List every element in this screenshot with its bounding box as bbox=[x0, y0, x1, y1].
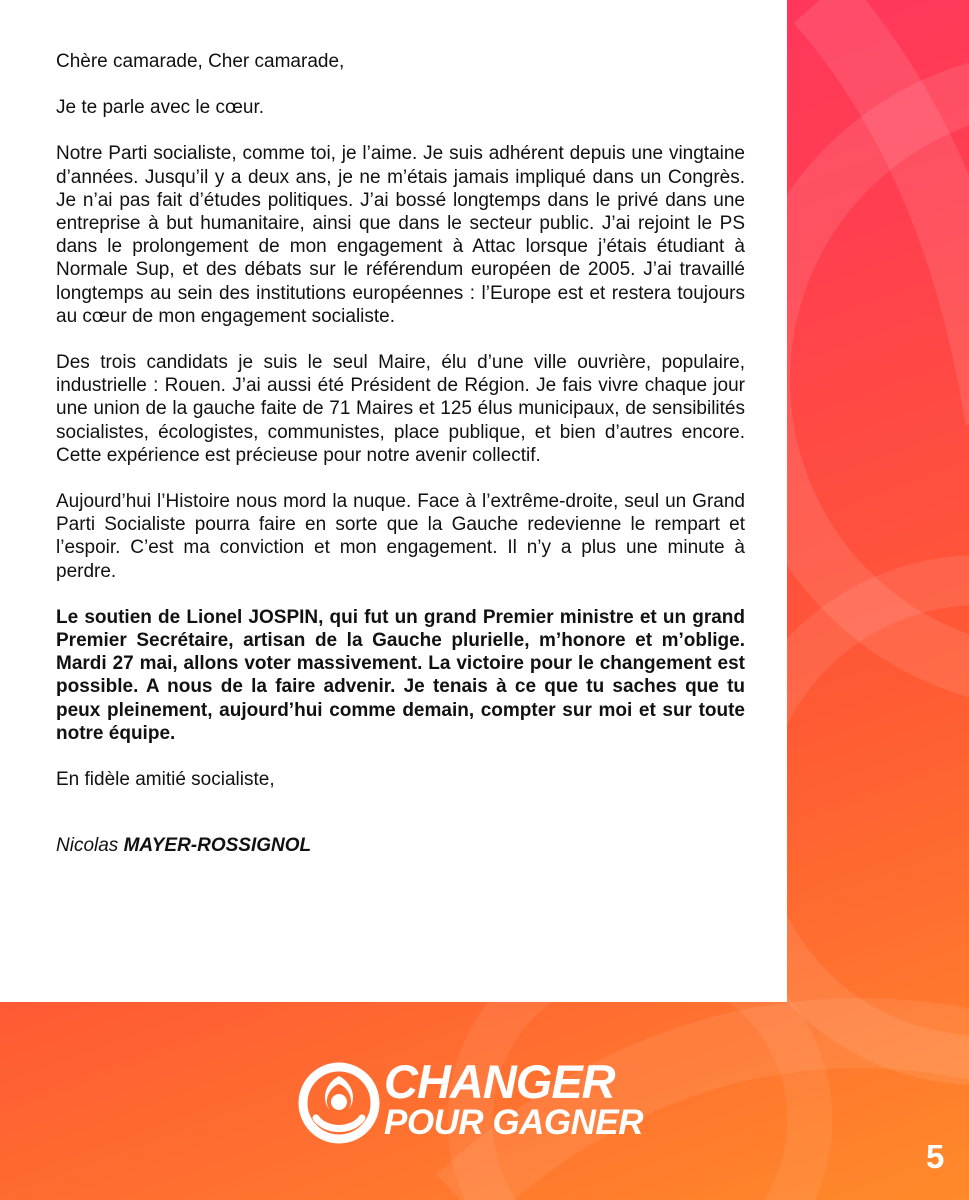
campaign-logo bbox=[298, 1055, 688, 1148]
closing: En fidèle amitié socialiste, bbox=[56, 769, 275, 791]
letter-body bbox=[56, 50, 745, 880]
rose-icon bbox=[298, 1062, 380, 1144]
logo-text-line2: POUR GAGNER bbox=[384, 1103, 643, 1142]
paragraph: Notre Parti socialiste, comme toi, je l’aime. Je suis adhérent depuis une vingtaine d’années. Jusqu’il y a deux ans, je ne m’étais jamais impliqué dans un Congrès. Je n’ai pas fait d’études politiques. J’ai bossé longtemps dans le privé dans une entreprise à but humanitaire, ainsi que dans le secteur public. J’ai rejoint le PS dans le prolongement de mon engagement à Attac lorsque j’étais étudiant à Normale Sup, et des débats sur le référendum européen de 2005. J’ai travaillé longtemps au sein des institutions européennes : l’Europe est et restera toujours au cœur de mon engagement socialiste. bbox=[56, 143, 745, 327]
logo-text-line1: CHANGER bbox=[384, 1055, 615, 1108]
greeting: Chère camarade, Cher camarade, bbox=[56, 51, 345, 72]
signature bbox=[56, 834, 745, 857]
signature-last-name: MAYER-ROSSIGNOL bbox=[123, 835, 312, 857]
bold-paragraph: Le soutien de Lionel JOSPIN, qui fut un grand Premier ministre et un grand Premier Secrétaire, artisan de la Gauche plurielle, m’honore et m’oblige. Mardi 27 mai, allons voter massivement. La victoire pour le changement est possible. A nous de la faire advenir. Je tenais à ce que tu saches que tu peux pleinement, aujourd’hui comme demain, compter sur moi et sur toute notre équipe. bbox=[56, 606, 745, 744]
intro-line: Je te parle avec le cœur. bbox=[56, 97, 265, 119]
page-number: 5 bbox=[926, 1138, 945, 1175]
paragraph: Aujourd’hui l’Histoire nous mord la nuque. Face à l’extrême-droite, seul un Grand Parti Socialiste pourra faire en sorte que la Gauche redevienne le rempart et l’espoir. C’est ma conviction et mon engagement. Il n’y a plus une minute à perdre. bbox=[56, 491, 745, 582]
paragraph: Des trois candidats je suis le seul Maire, élu d’une ville ouvrière, populaire, industrielle : Rouen. J’ai aussi été Président de Région. Je fais vivre chaque jour une union de la gauche faite de 71 Maires et 125 élus municipaux, de sensibilités socialistes, écologistes, communistes, place publique, et bien d’autres encore. Cette expérience est précieuse pour notre avenir collectif. bbox=[56, 352, 745, 466]
signature-first-name: Nicolas bbox=[56, 835, 119, 857]
